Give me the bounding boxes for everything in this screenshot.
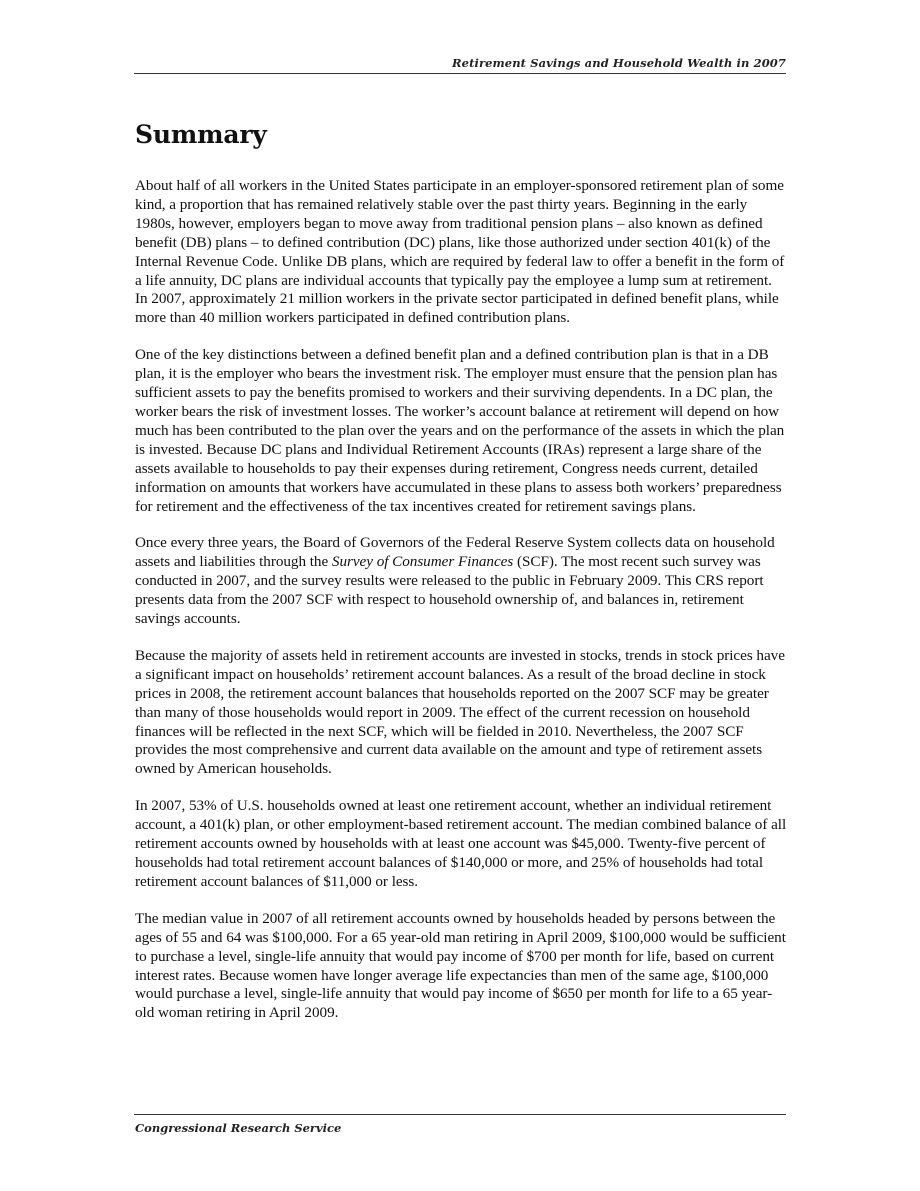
paragraph-scf-part-2: (SCF). The most recent such survey was conducted in 2007, and the survey results were released to the public in February 2009. This CRS report presents data from the 2007 SCF with respect to household ownership of, and balances in, retirement savings accounts.: [135, 553, 764, 628]
footer-divider: [134, 1114, 786, 1115]
summary-body: [135, 177, 787, 1041]
running-header: Retirement Savings and Household Wealth in 2007: [452, 56, 786, 70]
paragraph-scf: [135, 534, 787, 629]
paragraph-db-vs-dc: One of the key distinctions between a defined benefit plan and a defined contribution plan is that in a DB plan, it is the employer who bears the investment risk. The employer must ensure that the pension plan has sufficient assets to pay the benefits promised to workers and their surviving dependents. In a DC plan, the worker bears the risk of investment losses. The worker’s account balance at retirement will depend on how much has been contributed to the plan over the years and on the performance of the assets in which the plan is invested. Because DC plans and Individual Retirement Accounts (IRAs) represent a large share of the assets available to households to pay their expenses during retirement, Congress needs current, detailed information on amounts that workers have accumulated in these plans to assess both workers’ preparedness for retirement and the effectiveness of the tax incentives created for retirement savings plans.: [135, 346, 785, 515]
paragraph-participation: About half of all workers in the United States participate in an employer-sponsored retirement plan of some kind, a proportion that has remained relatively stable over the past thirty years. Beginning in the early 1980s, however, employers began to move away from traditional pension plans – also known as defined benefit (DB) plans – to defined contribution (DC) plans, like those authorized under section 401(k) of the Internal Revenue Code. Unlike DB plans, which are required by federal law to offer a benefit in the form of a life annuity, DC plans are individual accounts that typically pay the employee a lump sum at retirement. In 2007, approximately 21 million workers in the private sector participated in defined benefit plans, while more than 40 million workers participated in defined contribution plans.: [135, 177, 785, 327]
header-divider: [134, 73, 786, 74]
survey-title: Survey of Consumer Finances: [331, 553, 514, 571]
paragraph-stock-prices: Because the majority of assets held in retirement accounts are invested in stocks, trends in stock prices have a significant impact on households’ retirement account balances. As a result of the broad decline in stock prices in 2008, the retirement account balances that households reported on the 2007 SCF may be greater than many of those households would report in 2009. The effect of the current recession on household finances will be reflected in the next SCF, which will be fielded in 2010. Nevertheless, the 2007 SCF provides the most comprehensive and current data available on the amount and type of retirement assets owned by American households.: [135, 646, 785, 778]
running-footer: Congressional Research Service: [135, 1121, 342, 1135]
paragraph-ownership: In 2007, 53% of U.S. households owned at least one retirement account, whether an individual retirement account, a 401(k) plan, or other employment-based retirement account. The median combined balance of all retirement accounts owned by households with at least one account was $45,000. Twenty-five percent of households had total retirement account balances of $140,000 or more, and 25% of households had total retirement account balances of $11,000 or less.: [135, 797, 787, 890]
page-title: Summary: [135, 120, 267, 149]
paragraph-scf-part-1: Once every three years, the Board of Governors of the Federal Reserve System collects data on household assets and liabilities through the: [135, 534, 775, 571]
paragraph-median-value: The median value in 2007 of all retirement accounts owned by households headed by persons between the ages of 55 and 64 was $100,000. For a 65 year-old man retiring in April 2009, $100,000 would be sufficient to purchase a level, single-life annuity that would pay income of $700 per month for life, based on current interest rates. Because women have longer average life expectancies than men of the same age, $100,000 would purchase a level, single-life annuity that would pay income of $650 per month for life to a 65 year-old woman retiring in April 2009.: [135, 909, 786, 1022]
